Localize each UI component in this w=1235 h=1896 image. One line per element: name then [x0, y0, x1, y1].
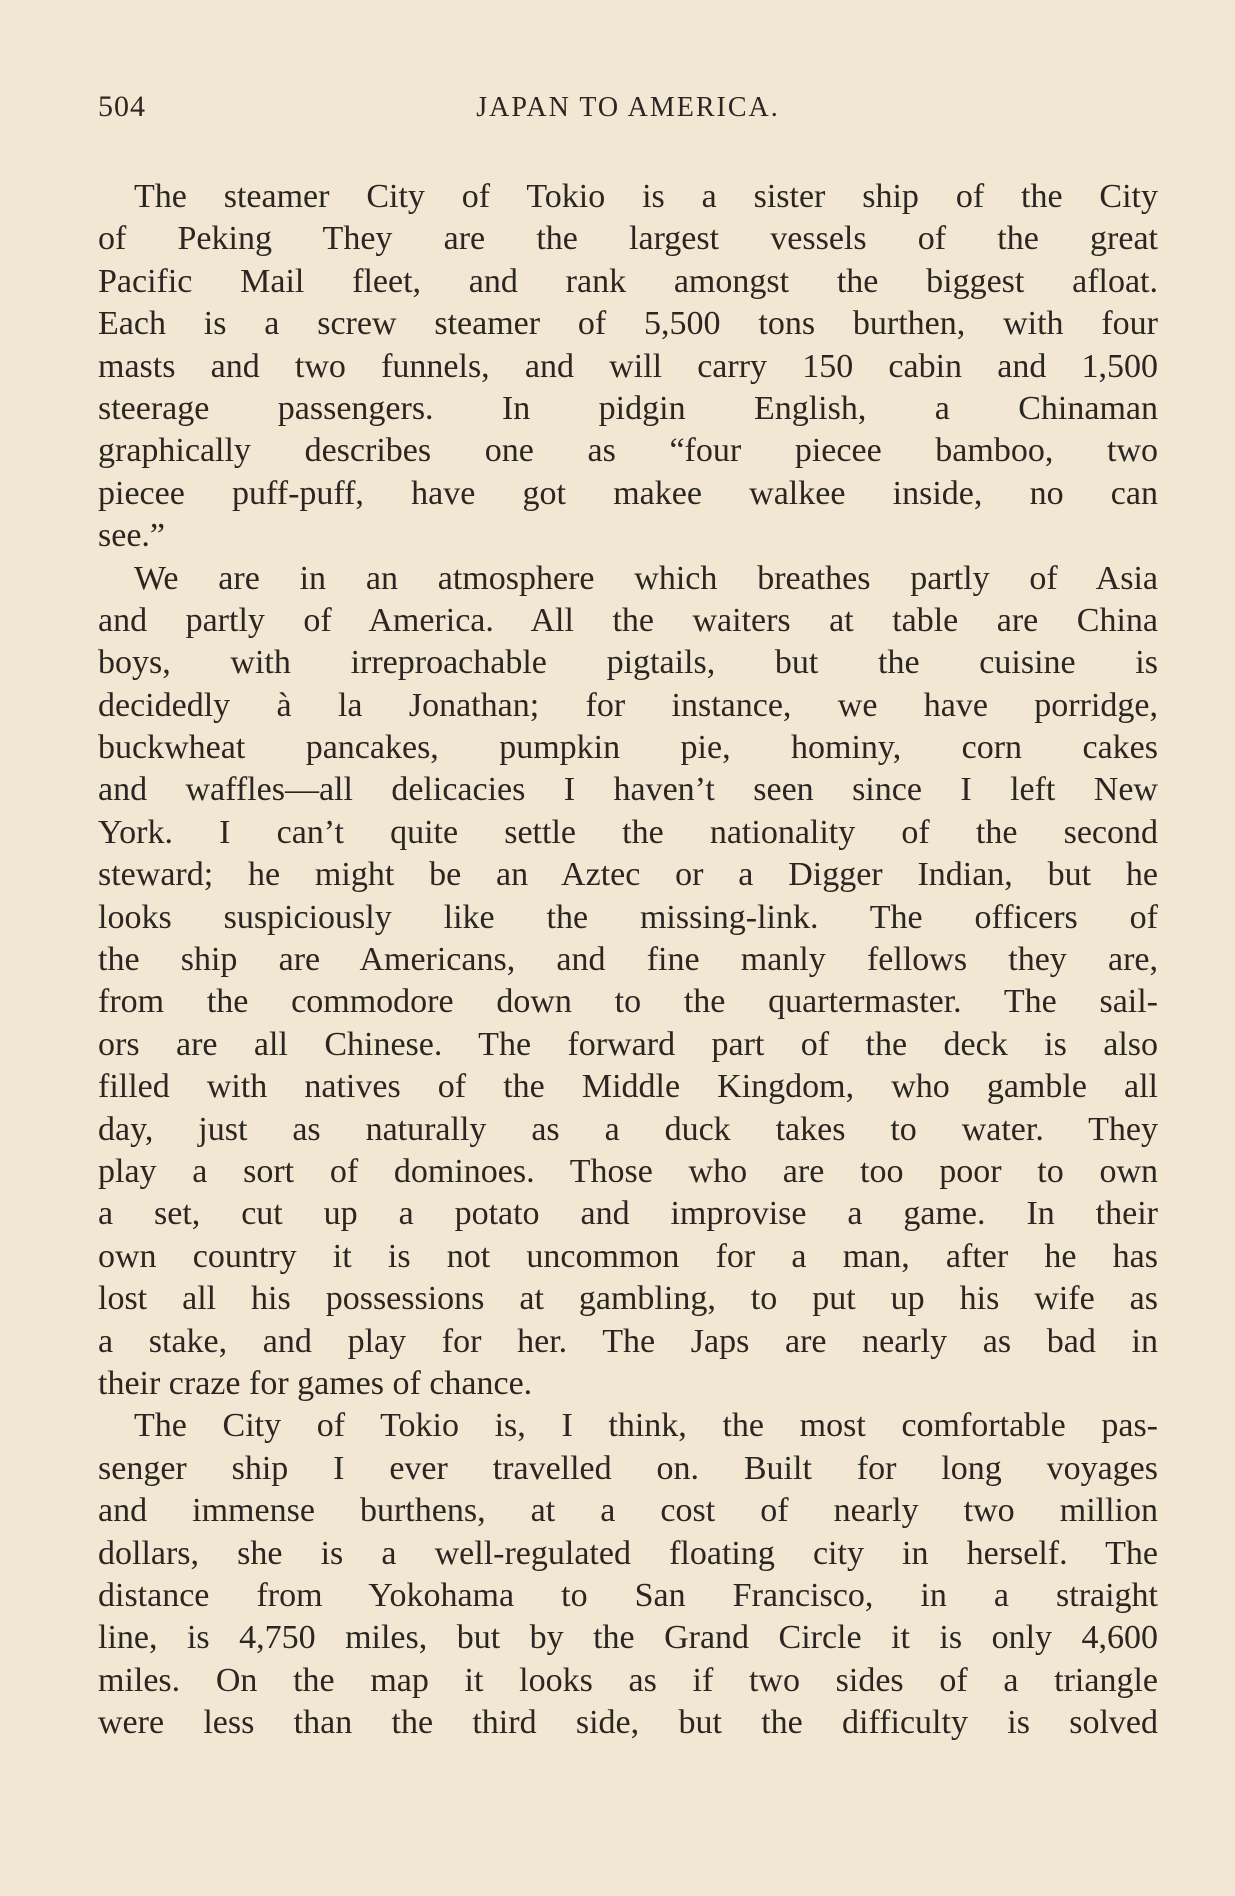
text-line: decidedly à la Jonathan; for instance, we have porridge,: [98, 686, 1158, 724]
text-line: York. I can’t quite settle the nationality of the second: [98, 813, 1158, 851]
text-line: a set, cut up a potato and improvise a game. In their: [98, 1195, 1158, 1233]
text-line: from the commodore down to the quartermaster. The sail-: [98, 983, 1158, 1021]
text-line: filled with natives of the Middle Kingdom, who gamble all: [98, 1068, 1158, 1106]
text-line: distance from Yokohama to San Francisco, in a straight: [98, 1576, 1158, 1614]
text-line: miles. On the map it looks as if two sides of a triangle: [98, 1661, 1158, 1699]
text-line: We are in an atmosphere which breathes partly of Asia: [134, 559, 1158, 597]
text-line: Each is a screw steamer of 5,500 tons burthen, with four: [98, 305, 1158, 343]
text-line: dollars, she is a well-regulated floating city in herself. The: [98, 1534, 1158, 1572]
text-line: steward; he might be an Aztec or a Digger Indian, but he: [98, 856, 1158, 894]
book-page: [98, 90, 1158, 1742]
text-line: masts and two funnels, and will carry 150 cabin and 1,500: [98, 347, 1158, 385]
body-text: [98, 176, 1158, 1744]
page-number: 504: [98, 90, 146, 123]
text-line: Pacific Mail fleet, and rank amongst the biggest afloat.: [98, 262, 1158, 300]
text-line: were less than the third side, but the difficulty is solved: [98, 1704, 1158, 1742]
text-line: line, is 4,750 miles, but by the Grand Circle it is only 4,600: [98, 1619, 1158, 1657]
text-line: own country it is not uncommon for a man, after he has: [98, 1237, 1158, 1275]
text-line: and immense burthens, at a cost of nearly two million: [98, 1492, 1158, 1530]
text-line: and waffles—all delicacies I haven’t seen since I left New: [98, 771, 1158, 809]
page-header: [98, 90, 1158, 138]
text-line: The City of Tokio is, I think, the most comfortable pas-: [134, 1407, 1158, 1445]
text-line: lost all his possessions at gambling, to put up his wife as: [98, 1280, 1158, 1318]
text-line: The steamer City of Tokio is a sister ship of the City: [134, 178, 1158, 215]
text-line: a stake, and play for her. The Japs are nearly as bad in: [98, 1322, 1158, 1360]
text-line: their craze for games of chance.: [98, 1364, 533, 1402]
text-line: of Peking They are the largest vessels of the great: [98, 220, 1158, 258]
text-line: see.”: [98, 517, 166, 555]
text-line: piecee puff-puff, have got makee walkee inside, no can: [98, 474, 1158, 512]
text-line: play a sort of dominoes. Those who are too poor to own: [98, 1152, 1158, 1190]
text-line: boys, with irreproachable pigtails, but the cuisine is: [98, 644, 1158, 682]
text-line: steerage passengers. In pidgin English, a Chinaman: [98, 389, 1158, 427]
text-line: looks suspiciously like the missing-link. The officers of: [98, 898, 1158, 936]
text-line: buckwheat pancakes, pumpkin pie, hominy, corn cakes: [98, 729, 1158, 767]
text-line: senger ship I ever travelled on. Built for long voyages: [98, 1449, 1158, 1487]
text-line: graphically describes one as “four piecee bamboo, two: [98, 432, 1158, 470]
running-head: JAPAN TO AMERICA.: [476, 92, 780, 123]
text-line: and partly of America. All the waiters at table are China: [98, 601, 1158, 639]
text-line: the ship are Americans, and fine manly fellows they are,: [98, 941, 1158, 979]
text-line: ors are all Chinese. The forward part of the deck is also: [98, 1025, 1158, 1063]
text-line: day, just as naturally as a duck takes to water. They: [98, 1110, 1158, 1148]
